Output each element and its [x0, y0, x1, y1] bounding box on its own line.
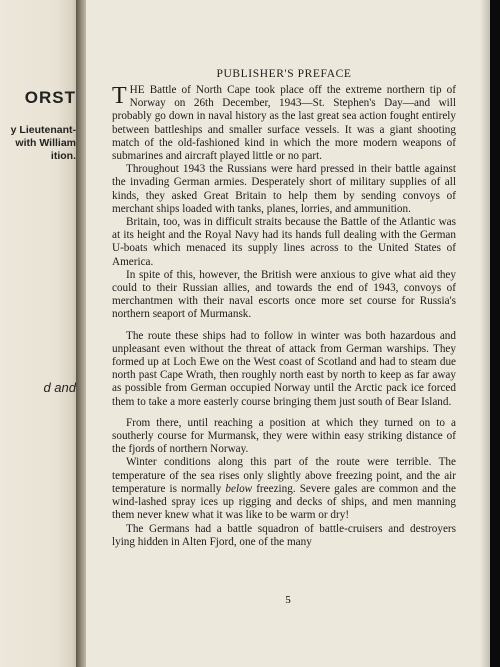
- paragraph-7-emphasis: below: [225, 482, 253, 495]
- paragraph-1-text: HE Battle of North Cape took place off the extreme northern tip of Norway on 26th December, 1943—St. Stephen's Day—and will probably go down in naval history as the last great sea action fought entirely between battleships and smaller surface vessels. It was a giant shooting match of the old-fashioned kind in which the more modern weapons of submarines and aircraft played little or no part.: [112, 84, 456, 163]
- paragraph-3: Britain, too, was in difficult straits because the Battle of the Atlantic was at its height and the Royal Navy had its hands full dealing with the German U-boats which menaced its supply lines across to the United States of America.: [112, 216, 456, 268]
- paragraph-2: Throughout 1943 the Russians were hard pressed in their battle against the invading German armies. Desperately short of military supplies of all kinds, they asked Great Britain to help them by sending convoys of merchant ships loaded with tanks, planes, lorries, and ammunition.: [112, 163, 456, 215]
- left-page-line-fragment: y Lieutenant-: [10, 124, 76, 136]
- paragraph-5: The route these ships had to follow in winter was both hazardous and unpleasant even without the threat of attack from German warships. They formed up at Loch Ewe on the West coast of Scotland and had to steam due north past Cape Wrath, then roughly north east by north to keep as far away as possible from German occupied Norway until the Arctic pack ice forced them to take a more easterly course bringing them just south of Bear Island.: [112, 329, 456, 408]
- drop-cap: T: [112, 83, 127, 109]
- left-page-line-fragment: ition.: [50, 150, 76, 162]
- left-page-line-fragment: with William: [15, 137, 76, 149]
- left-page-title-fragment: ORST: [24, 88, 76, 107]
- left-facing-page: [0, 0, 80, 667]
- paragraph-8: The Germans had a battle squadron of battle-cruisers and destroyers lying hidden in Alten Fjord, one of the many: [112, 522, 456, 548]
- right-page: [86, 0, 490, 667]
- paragraph-7-rest: freezing. Severe gales are common and the wind-lashed spray ices up rigging and decks of ships, and men manning them never knew what it was like to be warm or dry!: [112, 482, 456, 522]
- paragraph-7-text: Winter conditions along this part of the route were terrible. The temperature of the sea rises only slightly above freezing point, and the air temperature is normally: [112, 456, 456, 495]
- paragraph-6: From there, until reaching a position at which they turned on to a southerly course for Murmansk, they were within easy striking distance of the fjords of northern Norway.: [112, 416, 456, 456]
- left-page-lower-fragment: d and: [43, 380, 76, 395]
- paragraph-1: [112, 84, 456, 163]
- paragraph-7: [112, 456, 456, 522]
- page-number: 5: [285, 594, 291, 606]
- paragraph-4: In spite of this, however, the British were anxious to give what aid they could to their Russian allies, and towards the end of 1943, convoys of merchantmen with their naval escorts once more set course for Russia's northern seaport of Murmansk.: [112, 268, 456, 321]
- page-content: [112, 68, 456, 549]
- preface-heading: PUBLISHER'S PREFACE: [216, 68, 352, 80]
